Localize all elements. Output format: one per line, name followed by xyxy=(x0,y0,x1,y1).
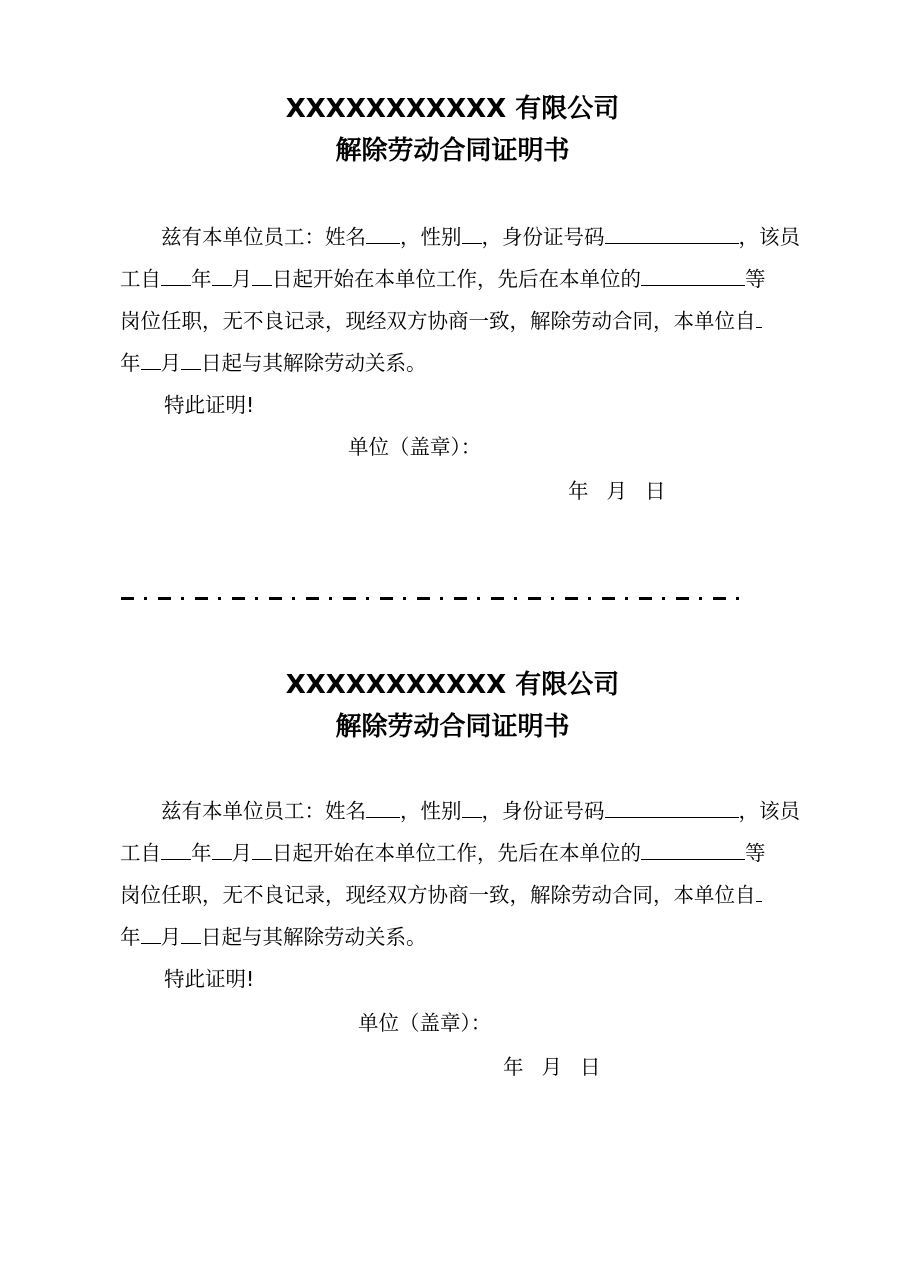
cut-line-dash xyxy=(343,597,356,600)
certificate-2 xyxy=(0,664,905,1079)
start-month-blank[interactable] xyxy=(212,837,232,860)
document-title: 解除劳动合同证明书 xyxy=(335,712,570,742)
date-year: 年 xyxy=(503,1055,524,1079)
id-number-blank[interactable] xyxy=(605,795,739,818)
cut-line-dash xyxy=(158,597,171,600)
body-line-3: 岗位任职，无不良记录，现经双方协商一致，解除劳动合同，本单位自 xyxy=(120,874,792,916)
body-line-1: 兹有本单位员工：姓名 ，性别 ，身份证号码 ，该员 xyxy=(120,790,792,832)
cut-line-dash xyxy=(491,597,504,600)
cut-line-dot xyxy=(625,597,628,600)
cut-line-dot xyxy=(477,597,480,600)
date-month: 月 xyxy=(606,479,627,503)
date-day: 日 xyxy=(645,479,666,503)
document-title: 解除劳动合同证明书 xyxy=(335,136,570,166)
cut-line-dot xyxy=(218,597,221,600)
cut-line-dash xyxy=(269,597,282,600)
cut-line-dot xyxy=(144,597,147,600)
cut-line-dot xyxy=(699,597,702,600)
cut-line-dash xyxy=(454,597,467,600)
cut-line-dot xyxy=(588,597,591,600)
body-line-4: 年 月 日起与其解除劳动关系。 xyxy=(120,342,792,384)
cut-line-divider xyxy=(121,596,739,602)
closing-statement: 特此证明! xyxy=(164,393,255,417)
cut-line-dash xyxy=(417,597,430,600)
start-year-blank[interactable] xyxy=(161,263,191,286)
cut-line-dash xyxy=(195,597,208,600)
end-month-blank[interactable] xyxy=(141,921,161,944)
cut-line-dot xyxy=(292,597,295,600)
cut-line-dash xyxy=(528,597,541,600)
start-year-blank[interactable] xyxy=(161,837,191,860)
date-line xyxy=(568,470,666,512)
closing-statement: 特此证明! xyxy=(164,967,255,991)
cut-line-dash xyxy=(306,597,319,600)
company-name: XXXXXXXXXXX 有限公司 xyxy=(285,94,620,124)
cut-line-dot xyxy=(551,597,554,600)
cut-line-dash xyxy=(380,597,393,600)
body-line-3: 岗位任职，无不良记录，现经双方协商一致，解除劳动合同，本单位自 xyxy=(120,300,792,342)
cut-line-dash xyxy=(565,597,578,600)
date-day: 日 xyxy=(580,1055,601,1079)
cut-line-dash xyxy=(713,597,726,600)
start-day-blank[interactable] xyxy=(252,263,272,286)
id-number-blank[interactable] xyxy=(605,221,739,244)
gender-blank[interactable] xyxy=(462,221,482,244)
name-blank[interactable] xyxy=(366,221,400,244)
unit-seal-label: 单位（盖章）： xyxy=(358,1011,492,1035)
cut-line-dot xyxy=(255,597,258,600)
cut-line-dash xyxy=(639,597,652,600)
gender-blank[interactable] xyxy=(462,795,482,818)
start-month-blank[interactable] xyxy=(212,263,232,286)
date-line xyxy=(503,1046,601,1088)
body-line-2: 工自 年 月 日起开始在本单位工作，先后在本单位的 等 xyxy=(120,258,792,300)
cut-line-dot xyxy=(514,597,517,600)
body-line-2: 工自 年 月 日起开始在本单位工作，先后在本单位的 等 xyxy=(120,832,792,874)
cut-line-dot xyxy=(403,597,406,600)
certificate-1 xyxy=(0,88,905,503)
cut-line-dot xyxy=(366,597,369,600)
position-blank[interactable] xyxy=(641,263,745,286)
certificate-body xyxy=(120,216,800,426)
name-blank[interactable] xyxy=(366,795,400,818)
end-day-blank[interactable] xyxy=(181,921,201,944)
position-blank[interactable] xyxy=(641,837,745,860)
end-year-blank[interactable] xyxy=(756,879,762,902)
certificate-body xyxy=(120,790,800,1000)
date-year: 年 xyxy=(568,479,589,503)
cut-line-dash xyxy=(121,597,134,600)
cut-line-dot xyxy=(440,597,443,600)
cut-line-dot xyxy=(662,597,665,600)
cut-line-dash xyxy=(676,597,689,600)
cut-line-dot xyxy=(181,597,184,600)
cut-line-dash xyxy=(602,597,615,600)
company-name: XXXXXXXXXXX 有限公司 xyxy=(285,670,620,700)
cut-line-dot xyxy=(736,597,739,600)
body-line-4: 年 月 日起与其解除劳动关系。 xyxy=(120,916,792,958)
body-line-1: 兹有本单位员工：姓名 ，性别 ，身份证号码 ，该员 xyxy=(120,216,792,258)
cut-line-dot xyxy=(329,597,332,600)
date-month: 月 xyxy=(541,1055,562,1079)
end-year-blank[interactable] xyxy=(756,305,762,328)
start-day-blank[interactable] xyxy=(252,837,272,860)
end-day-blank[interactable] xyxy=(181,347,201,370)
cut-line-dash xyxy=(232,597,245,600)
unit-seal-label: 单位（盖章）： xyxy=(348,435,482,459)
end-month-blank[interactable] xyxy=(141,347,161,370)
